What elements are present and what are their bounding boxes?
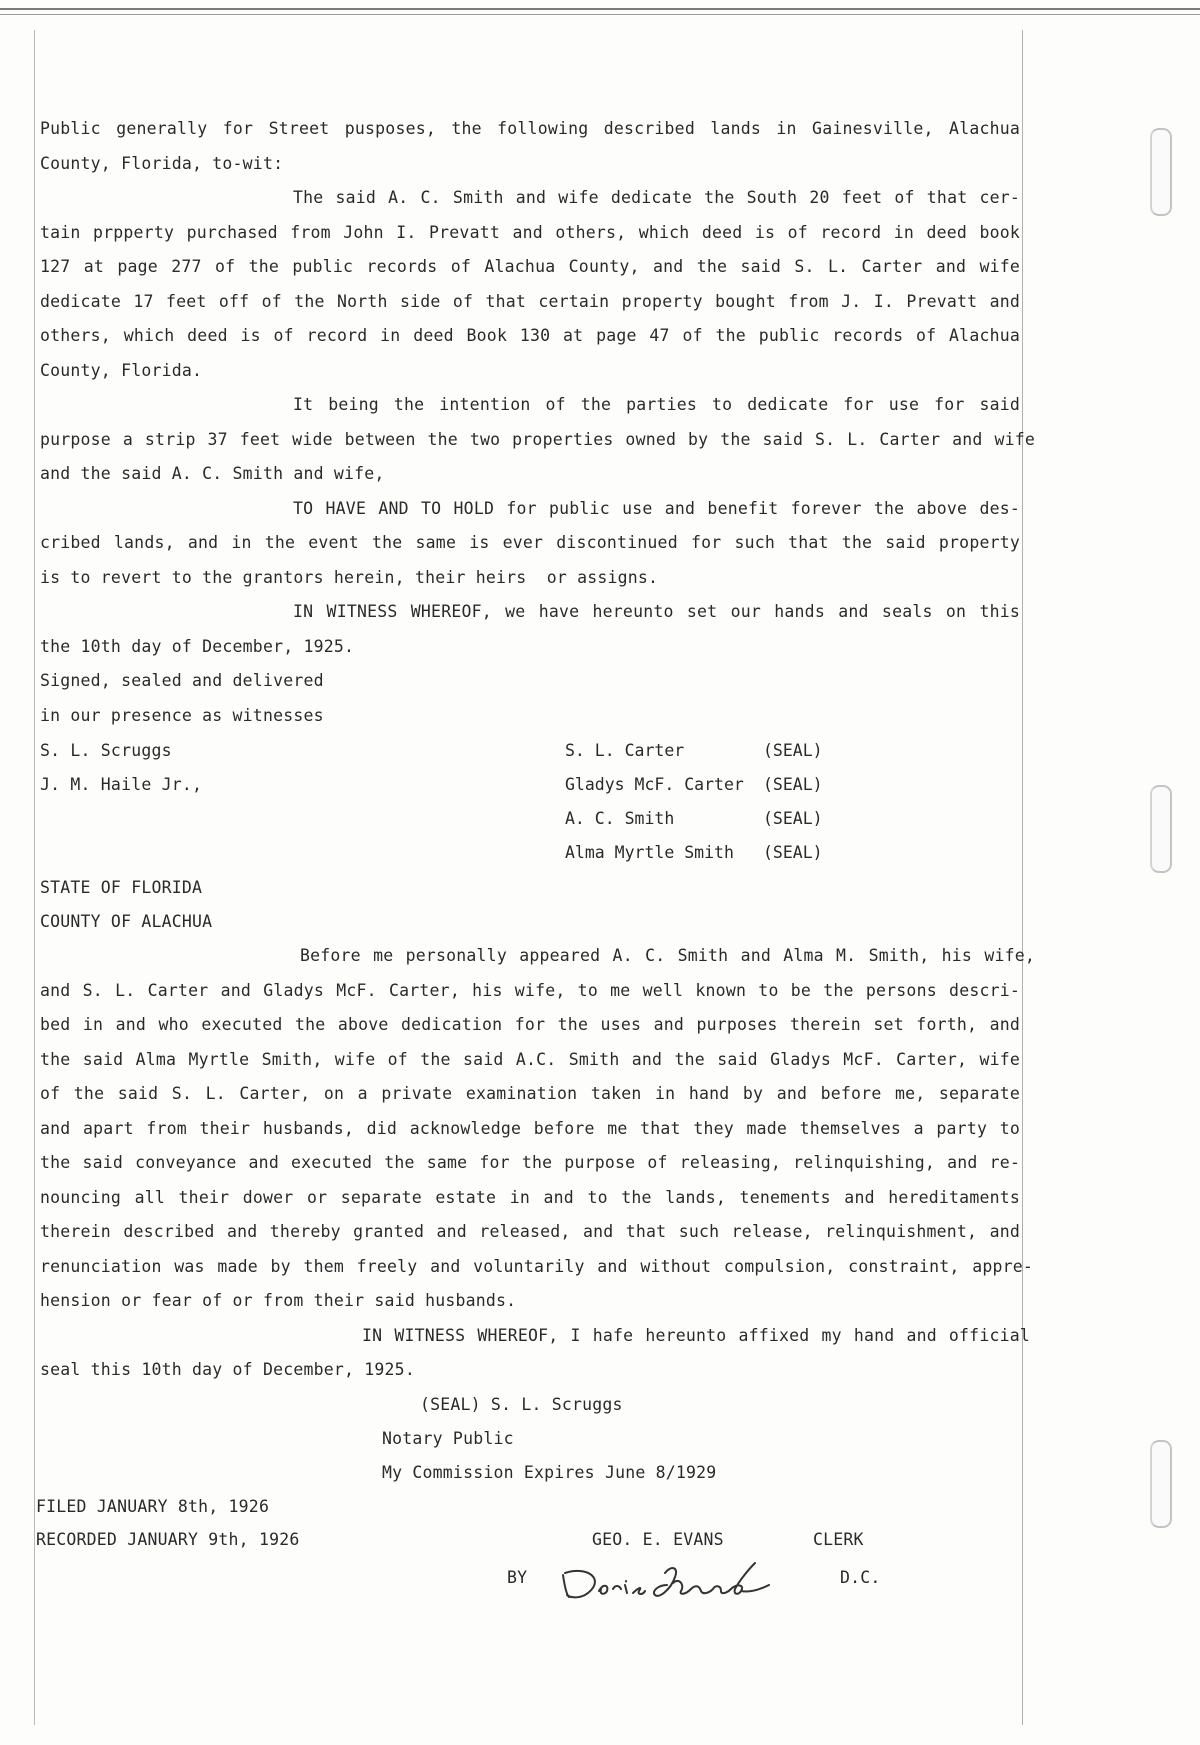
witness-name: S. L. Scruggs: [40, 741, 172, 760]
ack-line: therein described and thereby granted and released, and that such release, relinquishment, and: [40, 1222, 1020, 1241]
signatory-name: S. L. Carter: [565, 741, 685, 760]
signatory-name: A. C. Smith: [565, 809, 675, 828]
signatory-seal: (SEAL): [763, 809, 823, 828]
deed-line: Signed, sealed and delivered: [40, 671, 324, 690]
deed-line: is to revert to the grantors herein, their heirs or assigns.: [40, 568, 659, 587]
ack-line: and S. L. Carter and Gladys McF. Carter, his wife, to me well known to be the persons descri-: [40, 981, 1020, 1000]
binder-hole-top: [1150, 128, 1172, 216]
witness-name: J. M. Haile Jr.,: [40, 775, 203, 794]
deed-line: tain prpperty purchased from John I. Prevatt and others, which deed is of record in deed book: [40, 223, 1020, 242]
recorded-date: RECORDED JANUARY 9th, 1926: [36, 1530, 300, 1549]
ack-date: seal this 10th day of December, 1925.: [40, 1360, 415, 1379]
deed-line: and the said A. C. Smith and wife,: [40, 464, 385, 483]
ack-line: of the said S. L. Carter, on a private examination taken in hand by and before me, separate: [40, 1084, 1020, 1103]
deed-line: others, which deed is of record in deed Book 130 at page 47 of the public records of Alachua: [40, 326, 1020, 345]
signatory-name: Gladys McF. Carter: [565, 775, 744, 794]
deed-line: County, Florida.: [40, 361, 203, 380]
witness-clause: IN WITNESS WHEREOF, we have hereunto set our hands and seals on this: [293, 602, 1020, 621]
deed-line: It being the intention of the parties to dedicate for use for said: [293, 395, 1020, 414]
ack-line: renunciation was made by them freely and voluntarily and without compulsion, constraint, appre-: [40, 1257, 1033, 1276]
deed-line: Public generally for Street pusposes, the following described lands in Gainesville, Alachua: [40, 119, 1020, 138]
signatory-name: Alma Myrtle Smith: [565, 843, 734, 862]
ack-line: bed in and who executed the above dedication for the uses and purposes therein set forth, and: [40, 1015, 1020, 1034]
filed-date: FILED JANUARY 8th, 1926: [36, 1497, 270, 1516]
deputy-signature-icon: [555, 1555, 795, 1605]
county-heading: COUNTY OF ALACHUA: [40, 912, 213, 931]
signatory-seal: (SEAL): [763, 843, 823, 862]
ack-line: hension or fear of or from their said husbands.: [40, 1291, 517, 1310]
notary-seal-name: (SEAL) S. L. Scruggs: [420, 1395, 623, 1414]
ack-line: the said conveyance and executed the same for the purpose of releasing, relinquishing, and re-: [40, 1153, 1020, 1172]
signatory-seal: (SEAL): [763, 775, 823, 794]
binder-hole-middle: [1150, 785, 1172, 873]
state-heading: STATE OF FLORIDA: [40, 878, 203, 897]
top-border-rule: [0, 8, 1200, 10]
by-label: BY: [507, 1568, 528, 1587]
deed-line: dedicate 17 feet off of the North side of that certain property bought from J. I. Prevatt and: [40, 292, 1020, 311]
left-margin-line: [34, 30, 35, 1725]
deed-line: The said A. C. Smith and wife dedicate the South 20 feet of that cer-: [293, 188, 1020, 207]
deed-line: cribed lands, and in the event the same is ever discontinued for such that the said property: [40, 533, 1020, 552]
ack-line: the said Alma Myrtle Smith, wife of the said A.C. Smith and the said Gladys McF. Carter, wife: [40, 1050, 1020, 1069]
ack-witness-clause: IN WITNESS WHEREOF, I hafe hereunto affixed my hand and official: [362, 1326, 1030, 1345]
clerk-name: GEO. E. EVANS: [592, 1530, 724, 1549]
clerk-title: CLERK: [813, 1530, 864, 1549]
deed-line: in our presence as witnesses: [40, 706, 324, 725]
signatory-seal: (SEAL): [763, 741, 823, 760]
deed-date: the 10th day of December, 1925.: [40, 637, 355, 656]
binder-hole-bottom: [1150, 1440, 1172, 1528]
deputy-title: D.C.: [840, 1568, 881, 1587]
deed-line: TO HAVE AND TO HOLD for public use and benefit forever the above des-: [293, 499, 1020, 518]
deed-line: 127 at page 277 of the public records of Alachua County, and the said S. L. Carter and wife: [40, 257, 1020, 276]
right-margin-line: [1022, 30, 1023, 1725]
deed-line: purpose a strip 37 feet wide between the two properties owned by the said S. L. Carter and wife: [40, 430, 1035, 449]
ack-line: and apart from their husbands, did acknowledge before me that they made themselves a party to: [40, 1119, 1020, 1138]
top-border-rule-thin: [0, 14, 1200, 15]
notary-commission: My Commission Expires June 8/1929: [382, 1463, 717, 1482]
notary-title: Notary Public: [382, 1429, 514, 1448]
deed-line: County, Florida, to-wit:: [40, 154, 284, 173]
ack-line: nouncing all their dower or separate estate in and to the lands, tenements and hereditaments: [40, 1188, 1020, 1207]
ack-line: Before me personally appeared A. C. Smith and Alma M. Smith, his wife,: [300, 946, 1035, 965]
